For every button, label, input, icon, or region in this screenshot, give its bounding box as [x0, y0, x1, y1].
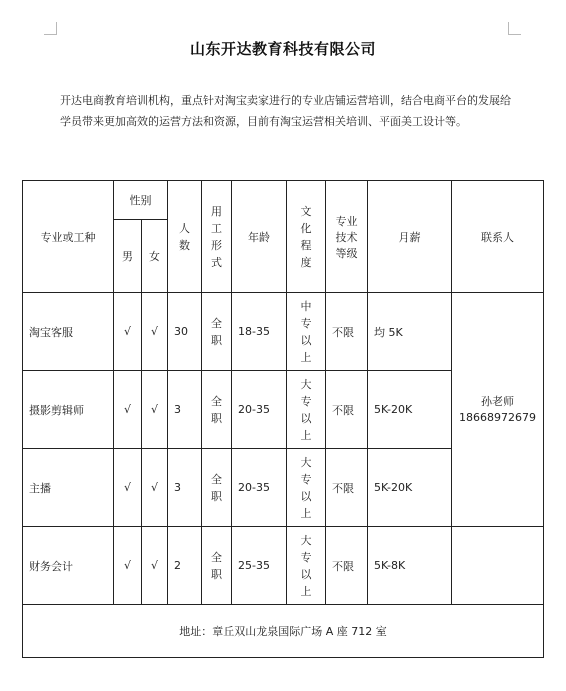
cell-count: 3: [168, 449, 202, 527]
cell-female: √: [142, 293, 168, 371]
cell-tech-level: 不限: [326, 449, 368, 527]
cell-salary: 均 5K: [368, 293, 452, 371]
document-title: 山东开达教育科技有限公司: [189, 40, 376, 58]
cell-salary: 5K-20K: [368, 371, 452, 449]
cell-male: √: [114, 527, 142, 605]
cell-education: 大 专 以 上: [287, 371, 326, 449]
contact-phone: 18668972679: [459, 410, 536, 424]
cell-count: 3: [168, 371, 202, 449]
cell-employment: 全 职: [202, 371, 232, 449]
cell-count: 2: [168, 527, 202, 605]
cell-tech-level: 不限: [326, 371, 368, 449]
intro-paragraph: 开达电商教育培训机构，重点针对淘宝卖家进行的专业店铺运营培训，结合电商平台的发展给学员带来更加高效的运营方法和资源，目前有淘宝运营相关培训、平面美工设计等。: [60, 94, 511, 128]
header-salary: 月薪: [368, 181, 452, 293]
cell-major: 淘宝客服: [23, 293, 114, 371]
cell-salary: 5K-8K: [368, 527, 452, 605]
cell-male: √: [114, 449, 142, 527]
table-row: [23, 527, 544, 605]
cell-employment: 全 职: [202, 449, 232, 527]
header-gender: 性别: [114, 181, 168, 220]
table-row: [23, 293, 544, 371]
header-education: 文 化 程 度: [287, 181, 326, 293]
cell-major: 财务会计: [23, 527, 114, 605]
cell-count: 30: [168, 293, 202, 371]
cell-tech-level: 不限: [326, 527, 368, 605]
cell-education: 中 专 以 上: [287, 293, 326, 371]
page-corner-mark-left: [44, 22, 57, 35]
page-corner-mark-right: [508, 22, 521, 35]
cell-major: 主播: [23, 449, 114, 527]
header-age: 年龄: [232, 181, 287, 293]
cell-salary: 5K-20K: [368, 449, 452, 527]
cell-education: 大 专 以 上: [287, 449, 326, 527]
header-tech-level-text: 专业 技术 等级: [335, 214, 358, 260]
header-male: 男: [114, 220, 142, 293]
cell-male: √: [114, 293, 142, 371]
cell-age: 20-35: [232, 449, 287, 527]
cell-education: 大 专 以 上: [287, 527, 326, 605]
contact-cell-empty: [452, 527, 544, 605]
contact-name: 孙老师: [481, 394, 514, 408]
cell-major: 摄影剪辑师: [23, 371, 114, 449]
cell-employment: 全 职: [202, 293, 232, 371]
address-line: 地址：章丘双山龙泉国际广场 A 座 712 室: [23, 605, 544, 658]
header-major: 专业或工种: [23, 181, 114, 293]
header-employment: 用 工 形 式: [202, 181, 232, 293]
contact-cell: [452, 293, 544, 527]
recruitment-table: [22, 180, 544, 658]
cell-female: √: [142, 449, 168, 527]
cell-age: 25-35: [232, 527, 287, 605]
cell-tech-level: 不限: [326, 293, 368, 371]
header-female: 女: [142, 220, 168, 293]
header-contact: 联系人: [452, 181, 544, 293]
header-count: 人 数: [168, 181, 202, 293]
cell-age: 20-35: [232, 371, 287, 449]
header-tech-level: [326, 181, 368, 293]
cell-female: √: [142, 371, 168, 449]
cell-male: √: [114, 371, 142, 449]
cell-employment: 全 职: [202, 527, 232, 605]
cell-age: 18-35: [232, 293, 287, 371]
cell-female: √: [142, 527, 168, 605]
